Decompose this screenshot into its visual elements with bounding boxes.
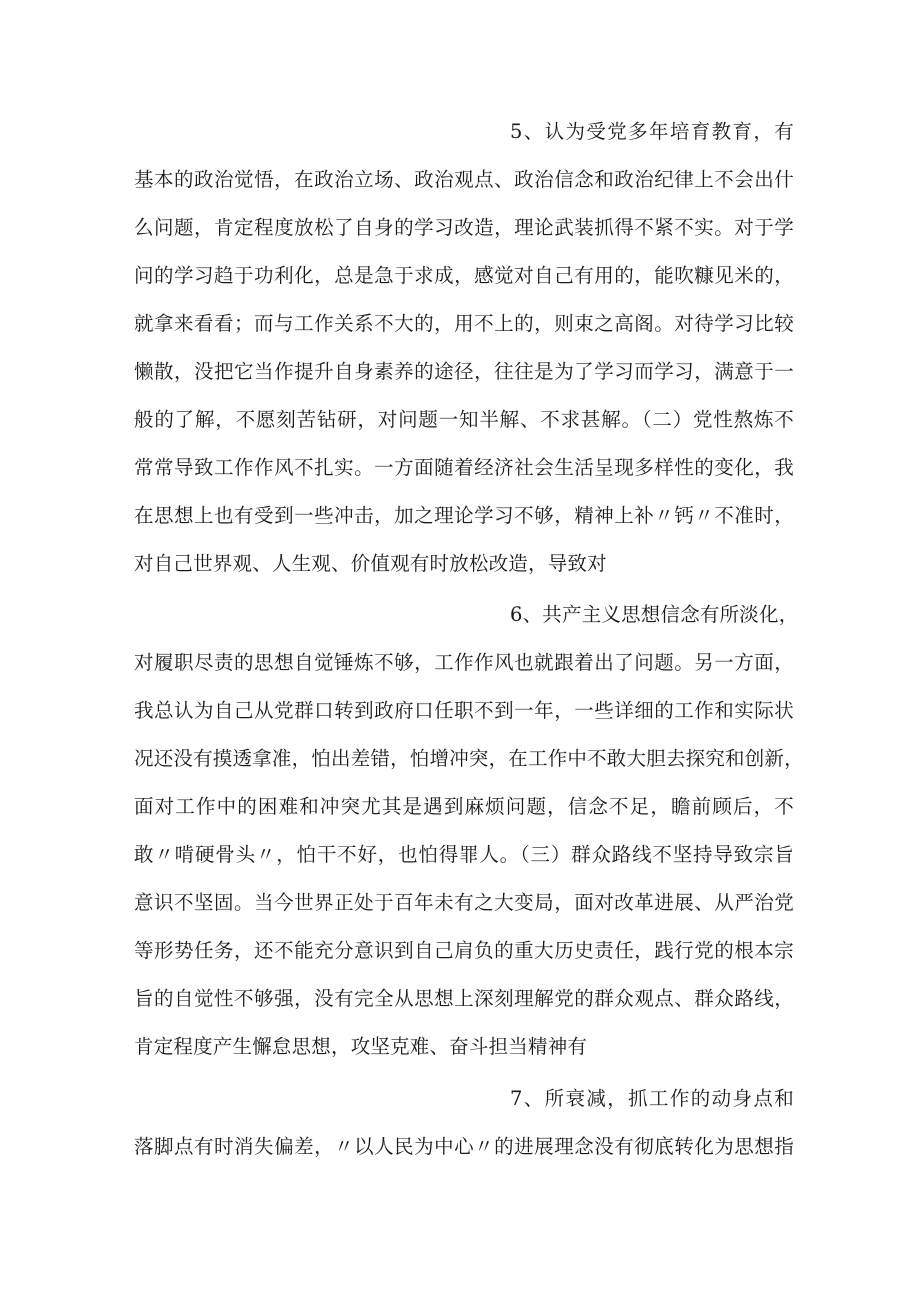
paragraph-6-line-9: 旨的自觉性不够强，没有完全从思想上深刻理解党的群众观点、群众路线， (134, 987, 794, 1010)
paragraph-5-line-4: 问的学习趋于功利化，总是急于求成，感觉对自己有用的，能吹糠见米的， (134, 264, 794, 287)
paragraph-6-line-3: 我总认为自己从党群口转到政府口任职不到一年，一些详细的工作和实际状 (134, 699, 794, 722)
paragraph-6-line-7: 意识不坚固。当今世界正处于百年未有之大变局，面对改革进展、从严治党 (134, 891, 794, 914)
paragraph-5-line-9: 在思想上也有受到一些冲击，加之理论学习不够，精神上补〃钙〃不准时， (134, 504, 794, 527)
paragraph-5-line-2: 基本的政治觉悟，在政治立场、政治观点、政治信念和政治纪律上不会出什 (134, 168, 794, 191)
paragraph-6-line-4: 况还没有摸透拿准，怕出差错，怕增冲突，在工作中不敢大胆去探究和创新， (134, 747, 804, 770)
paragraph-7-line-2: 落脚点有时消失偏差，〃以人民为中心〃的进展理念没有彻底转化为思想指 (134, 1135, 794, 1158)
paragraph-6-line-6: 敢〃啃硬骨头〃，怕干不好，也怕得罪人。（三）群众路线不坚持导致宗旨 (134, 843, 794, 866)
paragraph-5-line-3: 么问题，肯定程度放松了自身的学习改造，理论武装抓得不紧不实。对于学 (134, 216, 794, 239)
paragraph-5-line-6: 懒散，没把它当作提升自身素养的途径，往往是为了学习而学习，满意于一 (134, 360, 794, 383)
paragraph-5-line-5: 就拿来看看；而与工作关系不大的，用不上的，则束之高阁。对待学习比较 (134, 312, 794, 335)
paragraph-5-line-8: 常常导致工作作风不扎实。一方面随着经济社会生活呈现多样性的变化，我 (134, 456, 794, 479)
paragraph-6-line-1: 6、共产主义思想信念有所淡化， (510, 603, 799, 626)
paragraph-6-line-5: 面对工作中的困难和冲突尤其是遇到麻烦问题，信念不足，瞻前顾后，不 (134, 795, 794, 818)
paragraph-6-line-8: 等形势任务，还不能充分意识到自己肩负的重大历史责任，践行党的根本宗 (134, 939, 794, 962)
paragraph-7-line-1: 7、所衰减，抓工作的动身点和 (510, 1087, 794, 1110)
paragraph-6-line-2: 对履职尽责的思想自觉锤炼不够，工作作风也就跟着出了问题。另一方面， (134, 651, 794, 674)
paragraph-5-line-7: 般的了解，不愿刻苦钻研，对问题一知半解、不求甚解。（二）党性熬炼不 (134, 408, 794, 431)
paragraph-5-line-1: 5、认为受党多年培育教育，有 (510, 120, 794, 143)
paragraph-5-line-10: 对自己世界观、人生观、价值观有时放松改造，导致对 (134, 552, 607, 575)
paragraph-6-line-10: 肯定程度产生懈怠思想，攻坚克难、奋斗担当精神有 (134, 1035, 588, 1058)
